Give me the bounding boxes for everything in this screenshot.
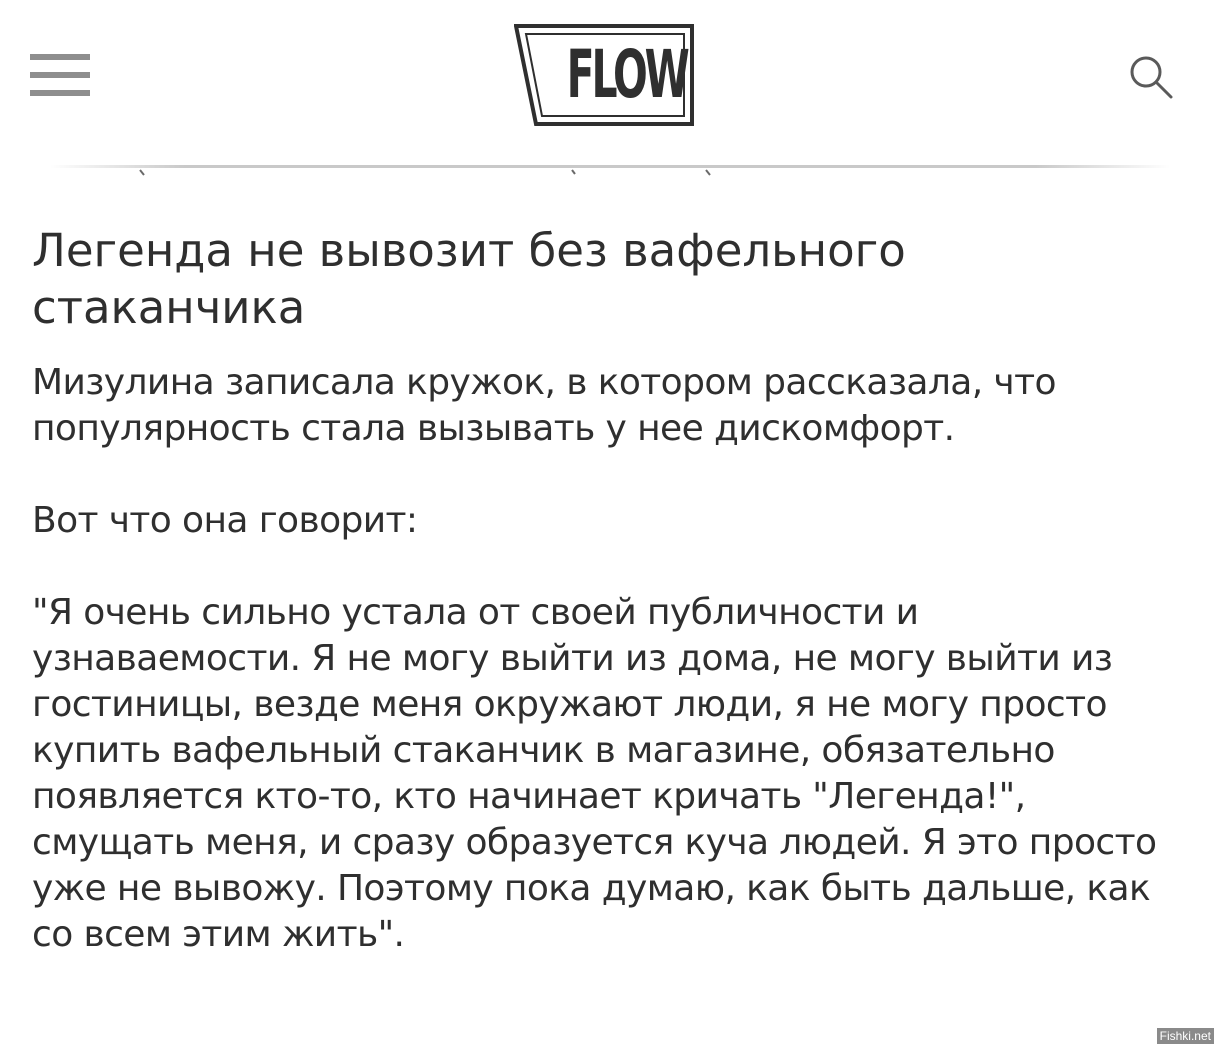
article-paragraph: Мизулина записала кружок, в котором рассказала, что популярность стала вызывать у нее дискомфорт. — [32, 362, 1056, 449]
article-body — [32, 222, 1192, 958]
clipped-text-remnant — [0, 168, 1220, 176]
article-paragraph: Вот что она говорит: — [32, 500, 418, 541]
site-header — [0, 0, 1220, 168]
watermark: Fishki.net — [1157, 1028, 1214, 1044]
menu-bar — [30, 54, 90, 60]
article-quote: "Я очень сильно устала от своей публичности и узнаваемости. Я не могу выйти из дома, не могу выйти из гостиницы, везде меня окружают люди, я не могу просто купить вафельный стаканчик в магазине, обязательно появляется кто-то, кто начинает кричать "Легенда!", смущать меня, и сразу образуется куча людей. Я это просто уже не вывожу. Поэтому пока думаю, как быть дальше, как со всем этим жить". — [32, 592, 1157, 955]
menu-bar — [30, 90, 90, 96]
menu-bar — [30, 72, 90, 78]
logo-text: FLOW — [566, 36, 687, 113]
hamburger-menu-icon[interactable] — [30, 54, 90, 100]
flow-logo[interactable] — [514, 24, 694, 128]
article-title: Легенда не вывозит без вафельного стаканчика — [32, 224, 906, 334]
search-icon[interactable] — [1126, 52, 1176, 102]
